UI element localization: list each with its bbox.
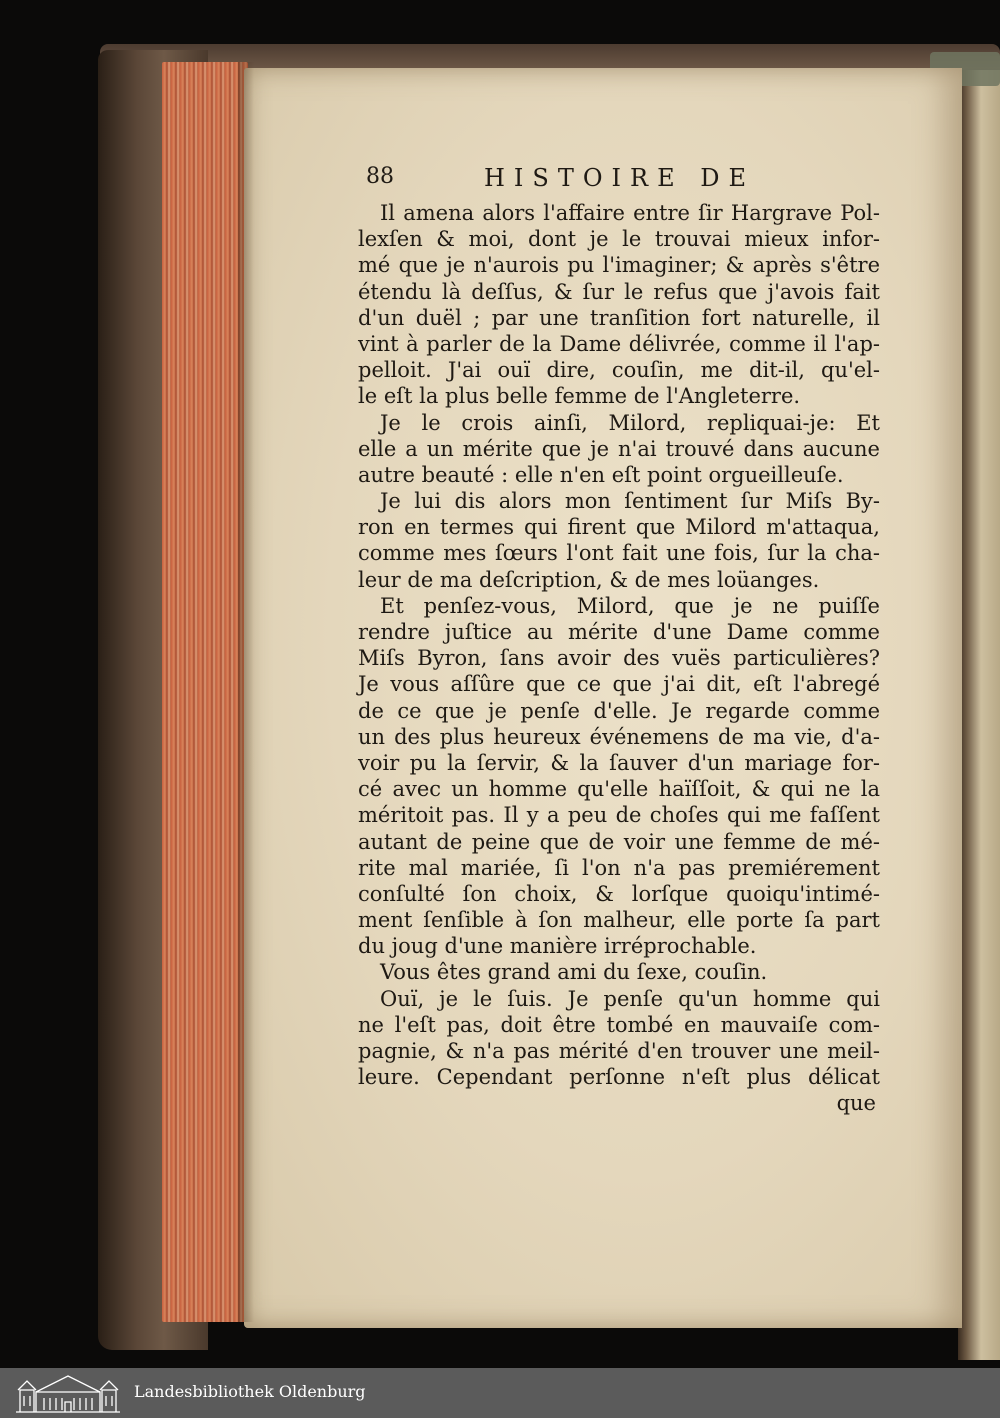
text-line: rendre juſtice au mérite d'une Dame comme	[358, 620, 880, 644]
text-line: ment ſenſible à ſon malheur, elle porte ſa part	[358, 908, 880, 933]
text-line: ron en termes qui firent que Milord m'attaqua,	[358, 515, 880, 540]
library-building-logo	[14, 1372, 122, 1414]
text-line: conſulté ſon choix, & lorſque quoiqu'intimé-	[358, 881, 880, 906]
text-line: un des plus heureux événemens de ma vie, d'a-	[358, 724, 880, 749]
library-footer	[0, 1368, 1000, 1418]
text-line: étendu là deſſus, & ſur le refus que j'avois fait	[358, 279, 880, 304]
text-line: de ce que je penſe d'elle. Je regarde comme	[358, 698, 880, 723]
text-line: autre beauté : elle n'en eſt point orgueilleuſe.	[358, 462, 844, 487]
catchword: que	[836, 1091, 876, 1116]
text-line: mé que je n'aurois pu l'imaginer; & après s'être	[358, 253, 880, 278]
text-line: ne l'eſt pas, doit être tombé en mauvaiſe com-	[358, 1012, 880, 1037]
book-gutter	[958, 70, 1000, 1360]
text-line: leure. Cependant perſonne n'eſt plus délicat	[358, 1065, 880, 1090]
text-line: autant de peine que de voir une femme de mé-	[358, 829, 880, 854]
text-line: rite mal mariée, ſi l'on n'a pas premiérement	[358, 855, 880, 880]
page-edges	[162, 62, 248, 1322]
text-line: Ouï, je le ſuis. Je penſe qu'un homme qui	[380, 986, 880, 1011]
text-line: du joug d'une manière irréprochable.	[358, 934, 757, 959]
text-line: le eſt la plus belle femme de l'Angleterre.	[358, 384, 801, 409]
text-line: méritoit pas. Il y a peu de choſes qui me faſſent	[358, 803, 880, 828]
text-line: pagnie, & n'a pas mérité d'en trouver une meil-	[358, 1039, 880, 1063]
text-line: voir pu la ſervir, & la ſauver d'un mariage for-	[358, 750, 880, 775]
text-line: vint à parler de la Dame délivrée, comme il l'ap-	[358, 331, 880, 356]
text-line: pelloit. J'ai ouï dire, couſin, me dit-il, qu'el-	[358, 358, 880, 383]
page-edge-shadow	[238, 62, 254, 1322]
text-line: Et penſez-vous, Milord, que je ne puiſſe	[380, 593, 880, 618]
text-line: Il amena alors l'affaire entre ſir Hargrave Pol-	[380, 201, 880, 225]
text-line: Miſs Byron, ſans avoir des vuës particulières?	[358, 646, 880, 671]
text-line: comme mes ſœurs l'ont fait une fois, ſur la cha-	[358, 541, 880, 566]
text-line: elle a un mérite que je n'ai trouvé dans aucune	[358, 436, 880, 461]
running-title: HISTOIRE DE	[484, 164, 755, 192]
page-number: 88	[366, 164, 394, 189]
text-line: d'un duël ; par une tranſition fort naturelle, il	[358, 305, 880, 330]
page-text	[358, 200, 880, 1116]
page-header	[366, 164, 886, 194]
text-line: leur de ma deſcription, & de mes loüanges.	[358, 567, 820, 592]
text-line: Vous êtes grand ami du ſexe, couſin.	[380, 960, 768, 985]
text-line: Je vous aſſûre que ce que j'ai dit, eſt l'abregé	[358, 672, 880, 697]
text-line: cé avec un homme qu'elle haïſſoit, & qui ne la	[358, 777, 880, 802]
text-line: Je le crois ainſi, Milord, repliquai-je: Et	[380, 410, 880, 435]
text-line: Je lui dis alors mon ſentiment ſur Miſs By-	[380, 489, 880, 514]
library-name: Landesbibliothek Oldenburg	[134, 1382, 366, 1401]
text-line: lexſen & moi, dont je le trouvai mieux infor-	[358, 227, 880, 252]
